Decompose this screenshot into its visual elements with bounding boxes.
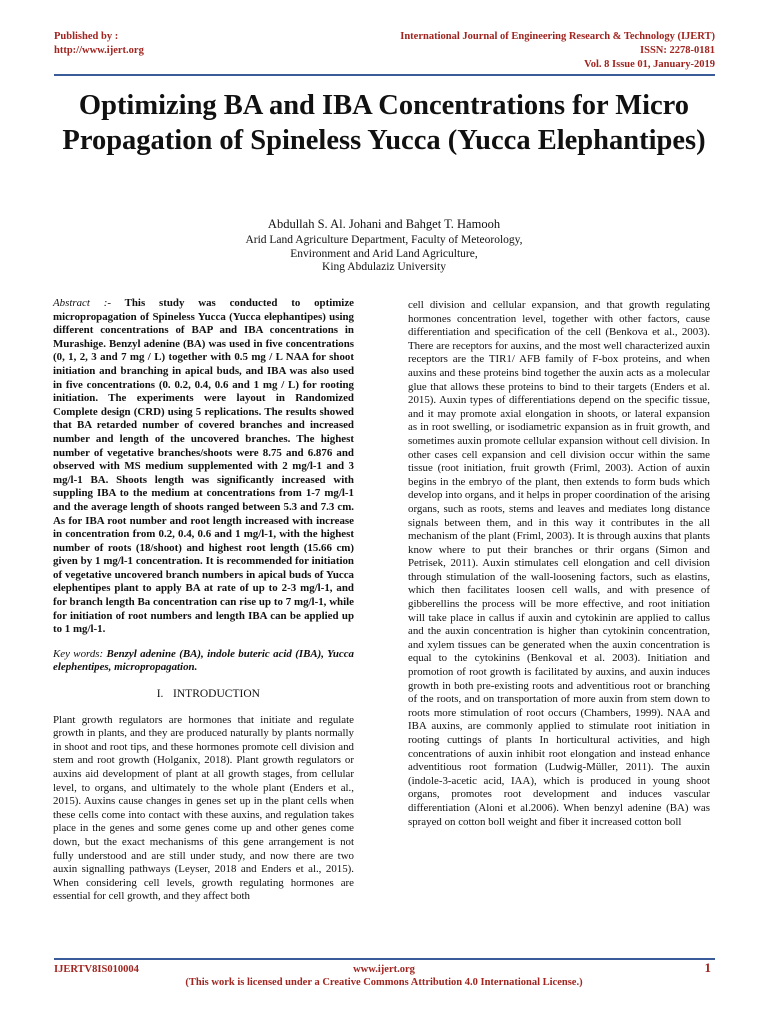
page-number: 1	[704, 960, 711, 975]
footer-url-link[interactable]: www.ijert.org	[353, 964, 415, 975]
published-by-label: Published by :	[54, 31, 119, 42]
keywords-label: Key words:	[53, 647, 104, 660]
keywords	[53, 648, 354, 675]
affiliation-line: Environment and Arid Land Agriculture,	[290, 247, 478, 260]
affiliation-line: Arid Land Agriculture Department, Faculty of Meteorology,	[245, 234, 523, 246]
journal-name: International Journal of Engineering Research & Technology (IJERT)	[400, 31, 715, 42]
paper-title: Optimizing BA and IBA Concentrations for Micro Propagation of Spineless Yucca (Yucca Elephantipes)	[62, 90, 706, 156]
footer-center	[0, 960, 768, 989]
section-heading	[53, 688, 354, 702]
intro-paragraph-right: cell division and cellular expansion, and that growth regulating hormones concentration level, together with other factors, cause differentiation and specification of the cell (Benkova et al., 2003). There are receptors for auxins, and the most well characterized auxin receptors are the TIR1/ AFB family of F-box proteins, and when auxins and these proteins bind together the auxin acts as a molecular glue that allows these proteins to bind to their targets (Enders et al. 2015). Auxin types of differentiations depend on the specific tissue, and it may promote axial elongation in shoots, or lateral expansion as in root swelling, or isodiametric expansion as in fruit growth, and sometimes auxin promote cellular expansion without cell division. In other cases cell expansion and cell division occur within the same tissue (root initiation, fruit growth (Friml, 2003). Action of auxin begins in the embryo of the plant, then extends to form buds which develop into organs, and it helps in proper coordination of the arising organs, such as roots, stems and leaves and mediates long distance signals between them, and in this way it contributes in the all mechanism of the plant (Friml, 2003). It is through auxins that plants know where to put their branches or thrir organs (Simon and Petrisek, 2011). Auxin stimulates cell elongation and cell division through stimulation of the wall-loosening factors, such as elastins, which then facilitates loosen cell walls, and with presence of gibberellins the process will be more effective, and root initiation will take place in callus if auxin and cytokinin are applied to callus and the auxin concentration is higher than cytokinin concentration, and xylem tissues can be generated when the auxin concentration is equal to the cytokinins (Benkoval et al. 2003). Initiation and promotion of root growth is facilitated by auxins, and auxin induces growth in both pre-existing roots and adventitious root or branching of the roots, and on transportation of more auxin from stem down to roots more stimulation of root occurs (Chambers, 1999). NAA and IBA auxins, are commonly applied to stimulate root initiation in rooting cuttings of plants In horticultural activities, and high concentrations of auxin inhibit root elongation and instead enhance adventitious root formation (Ludwig-Müller, 2011). The auxin (indole-3-acetic acid, IAA), which is produced in young shoot organs, promotes root development and induces vascular differentiation (Aloni et al.2006). When benzyl adenine (BA) was sprayed on cotton boll weight and fiber it increased cotton boll	[408, 299, 710, 828]
footer-paper-id: IJERTV8IS010004	[54, 964, 139, 975]
affiliation-line: King Abdulaziz University	[322, 261, 446, 273]
intro-paragraph-left: Plant growth regulators are hormones that initiate and regulate growth in plants, and they are produced naturally by plants normally in shoot and root tips, and these hormones promote cell division and stem and root growth (Holganix, 2018). Plant growth regulators or auxins aid development of plant at all growth stages, from cellular level, to organs, and ultimately to the whole plant (Enders et al., 2015). Auxins cause changes in genes set up in the plant cells when these cells come into contact with these auxins, and regulation takes place in the genes and some genes come up and other genes come down, but the exact mechanisms of this gene arrangement is not fully understood and are still under study, and now there are two auxin signalling pathways (Leyser, 2018 and Enders et al., 2015). When considering cell levels, growth regulating hormones are essential for cell growth, and they affect both	[53, 713, 354, 903]
author-affiliation	[60, 234, 708, 275]
keywords-text: Benzyl adenine (BA), indole buteric acid (IBA), Yucca elephentipes, micropropagation.	[53, 647, 354, 674]
journal-url-link[interactable]: http://www.ijert.org	[54, 45, 144, 56]
abstract-label: Abstract :-	[53, 297, 111, 309]
journal-issn: ISSN: 2278-0181	[640, 45, 715, 56]
journal-volume: Vol. 8 Issue 01, January-2019	[584, 59, 715, 70]
header-divider	[54, 74, 715, 76]
abstract	[53, 297, 354, 637]
abstract-text: This study was conducted to optimize micropropagation of Spineless Yucca (Yucca elephantipes) using different concentrations of BAP and IBA concentrations in Murashige. Benzyl adenine (BA) was used in five concentrations (0, 1, 2, 3 and 7 mg / L) together with 0.5 mg / L NAA for shoot initiation and branching in apical buds, and IBA was also used in five concentrations (0. 0.2, 0.4, 0.6 and 1 mg / L) for rooting initiation. The experiments were layout in Randomized Complete design (CRD) using 5 replications. The results showed that BA retarded number of covered branches and increased number and length of the uncovered branches. The highest number of vegetative branches/shoots were 8.75 and 6.876 and observed with MS medium supplemented with 2 mg/l-1 and 3 mg/l-1 BA. Shoots length was significantly increased with suppling IBA to the medium at concentrations from 1-7 mg/l-1 and the average length of shoots ranged between 5.3 and 7.3 cm. As for IBA root number and root length increased with increase in concentration from 0.2, 0.4, 0.6 and 1 mg/l-1, with the highest number of roots (18/shoot) and highest root length (15.66 cm) given by 1 mg/l-1 concentration. It is recommended for initiation of vegetative uncovered branch numbers in apical buds of Yucca elephentipes plant to apply BA at rate of up to 2-3 mg/l-1, and for branch length Ba concentration can rise up to 7 mg/l-1, while for initiation of root numbers and length IBA can be applied up to 1 mg/l-1.	[53, 297, 354, 636]
section-number: I.	[156, 688, 164, 701]
header-journal-info	[400, 30, 715, 72]
right-column	[408, 299, 710, 829]
footer-license: (This work is licensed under a Creative Commons Attribution 4.0 International License.)	[185, 977, 583, 988]
left-column	[53, 297, 354, 904]
section-title: INTRODUCTION	[173, 688, 260, 701]
header-publisher	[54, 30, 144, 58]
paper-authors: Abdullah S. Al. Johani and Bahget T. Hamooh	[267, 217, 501, 231]
footer-divider	[54, 958, 715, 960]
